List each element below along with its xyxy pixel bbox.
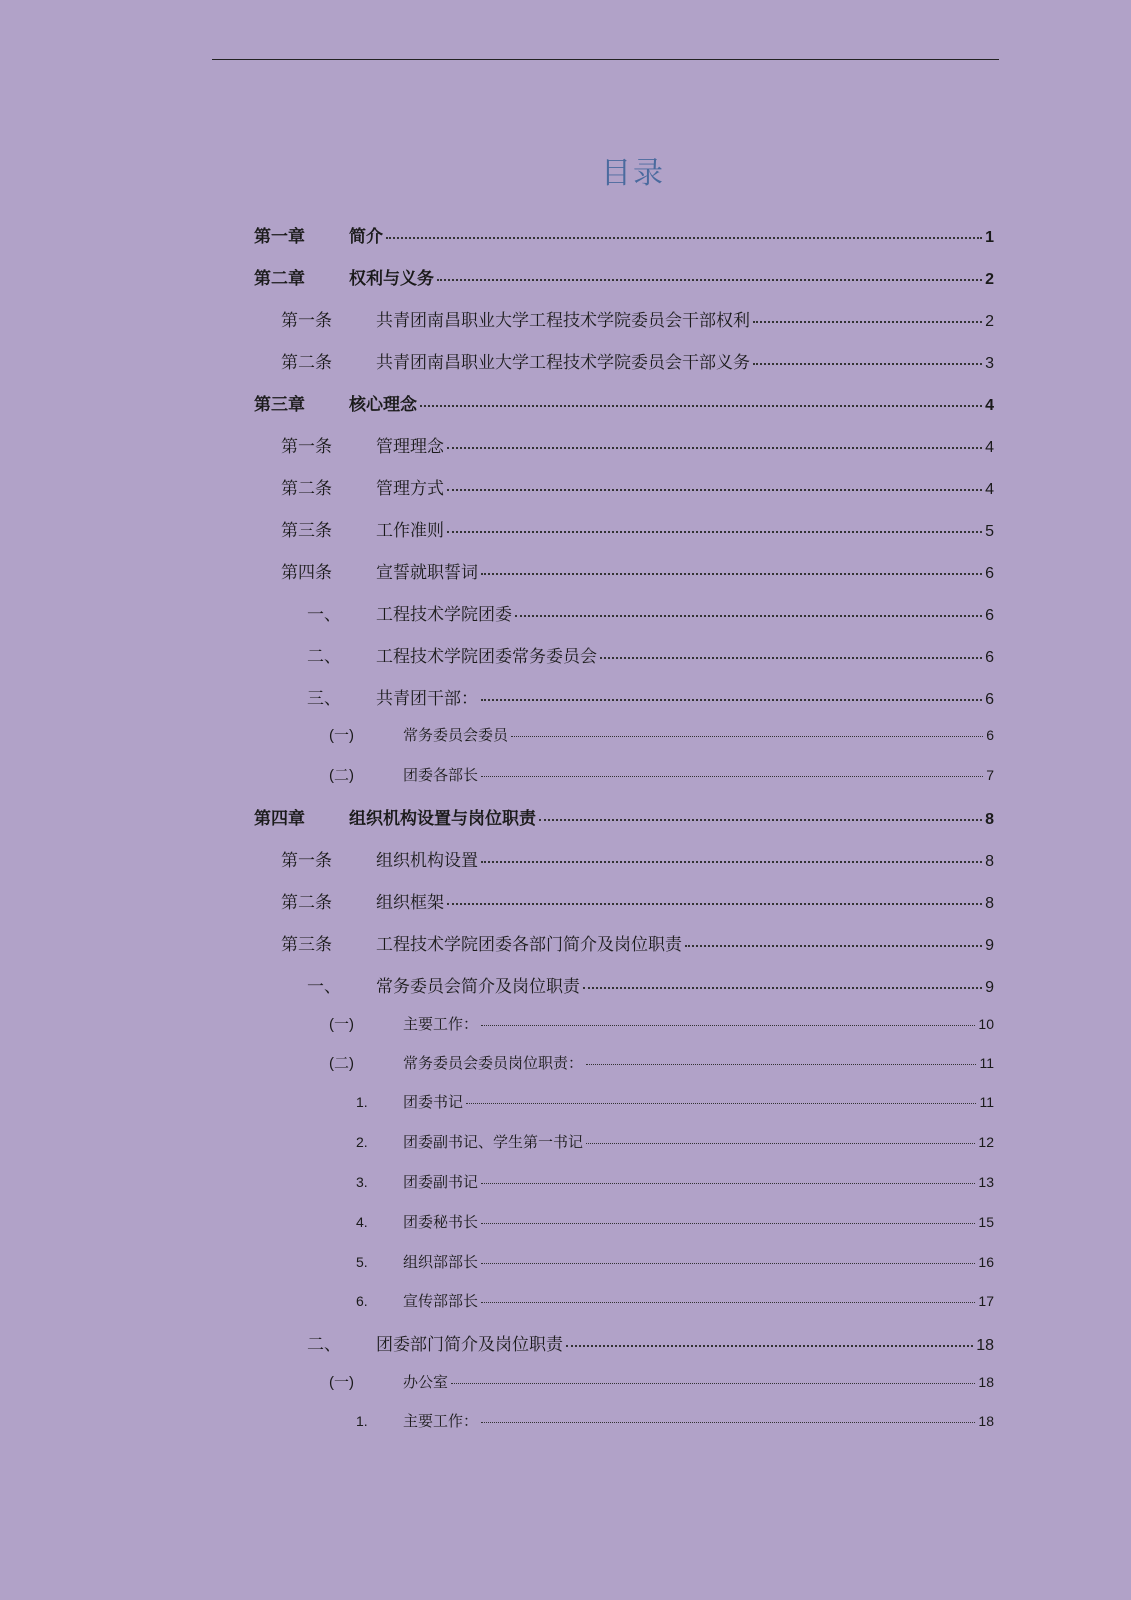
toc-entry-page: 18 bbox=[976, 1337, 994, 1354]
toc-entry[interactable] bbox=[307, 972, 994, 997]
toc-entry-page: 6 bbox=[985, 649, 994, 666]
toc-entry-text: 团委副书记、学生第一书记 bbox=[403, 1133, 584, 1151]
toc-entry-text: 工程技术学院团委 bbox=[376, 605, 512, 625]
toc-entry-number: 6. bbox=[356, 1293, 368, 1309]
toc-entry[interactable] bbox=[356, 1211, 994, 1232]
toc-entry-text: 组织部部长 bbox=[403, 1253, 479, 1271]
toc-entry-page: 2 bbox=[985, 313, 994, 330]
toc-entry[interactable] bbox=[356, 1410, 994, 1431]
toc-entry-text: 组织框架 bbox=[376, 893, 444, 913]
toc-entry-number: (一) bbox=[329, 1374, 354, 1391]
toc-entry-text: 核心理念 bbox=[349, 395, 417, 415]
toc-dot-leader bbox=[481, 1183, 975, 1184]
toc-dot-leader bbox=[481, 699, 982, 701]
toc-entry-page: 9 bbox=[985, 979, 994, 996]
toc-entry-page: 6 bbox=[985, 607, 994, 624]
toc-entry-number: (二) bbox=[329, 767, 354, 784]
toc-dot-leader bbox=[447, 447, 982, 449]
toc-entry-number: 第一条 bbox=[281, 437, 332, 457]
toc-entry-page: 15 bbox=[978, 1214, 994, 1230]
toc-entry-number: 一、 bbox=[307, 977, 341, 997]
toc-entry-page: 11 bbox=[979, 1094, 994, 1110]
toc-dot-leader bbox=[586, 1143, 975, 1144]
toc-entry[interactable] bbox=[329, 764, 994, 785]
toc-entry-page: 11 bbox=[979, 1055, 994, 1071]
toc-entry-number: 1. bbox=[356, 1413, 368, 1429]
toc-entry-number: 三、 bbox=[307, 689, 341, 709]
toc-entry-number: 第一条 bbox=[281, 311, 332, 331]
toc-dot-leader bbox=[447, 903, 982, 905]
toc-dot-leader bbox=[451, 1383, 975, 1384]
toc-entry-text: 管理理念 bbox=[376, 437, 444, 457]
toc-dot-leader bbox=[481, 1025, 975, 1026]
toc-entry[interactable] bbox=[307, 1330, 994, 1355]
toc-entry-text: 主要工作： bbox=[403, 1412, 479, 1430]
toc-entry-page: 6 bbox=[985, 565, 994, 582]
toc-entry-text: 团委书记 bbox=[403, 1093, 464, 1111]
toc-entry[interactable] bbox=[281, 930, 994, 955]
toc-entry-number: 第二章 bbox=[254, 269, 305, 289]
toc-entry-text: 团委副书记 bbox=[403, 1173, 479, 1191]
header-rule bbox=[212, 59, 999, 60]
toc-entry[interactable] bbox=[281, 432, 994, 457]
toc-entry-text: 团委各部长 bbox=[403, 766, 479, 784]
toc-entry-page: 10 bbox=[978, 1016, 994, 1032]
toc-entry-page: 17 bbox=[978, 1293, 994, 1309]
toc-entry-number: 二、 bbox=[307, 1335, 341, 1355]
toc-dot-leader bbox=[583, 987, 982, 989]
toc-entry-page: 9 bbox=[985, 937, 994, 954]
toc-entry[interactable] bbox=[281, 516, 994, 541]
toc-entry-page: 5 bbox=[985, 523, 994, 540]
toc-entry[interactable] bbox=[356, 1091, 994, 1112]
toc-entry-text: 团委部门简介及岗位职责 bbox=[376, 1335, 563, 1355]
toc-entry-page: 4 bbox=[985, 439, 994, 456]
toc-entry-number: 第三章 bbox=[254, 395, 305, 415]
toc-entry-text: 权利与义务 bbox=[349, 269, 434, 289]
toc-entry-page: 18 bbox=[978, 1374, 994, 1390]
toc-entry[interactable] bbox=[329, 1013, 994, 1034]
toc-entry-page: 8 bbox=[985, 853, 994, 870]
toc-entry-number: 4. bbox=[356, 1214, 368, 1230]
toc-entry-text: 团委秘书长 bbox=[403, 1213, 479, 1231]
toc-entry-text: 常务委员会委员 bbox=[403, 726, 509, 744]
toc-dot-leader bbox=[511, 736, 983, 737]
toc-entry[interactable] bbox=[356, 1290, 994, 1311]
toc-entry-number: 第四章 bbox=[254, 809, 305, 829]
toc-entry[interactable] bbox=[356, 1171, 994, 1192]
toc-dot-leader bbox=[437, 279, 982, 281]
toc-entry[interactable] bbox=[254, 390, 994, 415]
toc-entry[interactable] bbox=[329, 724, 994, 745]
toc-dot-leader bbox=[481, 1263, 975, 1264]
toc-entry[interactable] bbox=[254, 804, 994, 829]
toc-entry-text: 共青团干部： bbox=[376, 689, 478, 709]
toc-entry-number: 第二条 bbox=[281, 893, 332, 913]
toc-dot-leader bbox=[447, 531, 982, 533]
toc-entry-page: 4 bbox=[985, 481, 994, 498]
toc-entry-text: 工作准则 bbox=[376, 521, 444, 541]
toc-entry[interactable] bbox=[281, 348, 994, 373]
toc-dot-leader bbox=[447, 489, 982, 491]
toc-entry-text: 工程技术学院团委各部门简介及岗位职责 bbox=[376, 935, 682, 955]
toc-entry-number: (二) bbox=[329, 1055, 354, 1072]
toc-dot-leader bbox=[586, 1064, 976, 1065]
toc-entry-text: 常务委员会简介及岗位职责 bbox=[376, 977, 580, 997]
toc-entry-number: 第一条 bbox=[281, 851, 332, 871]
toc-entry-number: 一、 bbox=[307, 605, 341, 625]
toc-entry-text: 办公室 bbox=[403, 1373, 449, 1391]
toc-entry-page: 8 bbox=[985, 895, 994, 912]
toc-entry-page: 6 bbox=[986, 727, 994, 743]
toc-entry[interactable] bbox=[329, 1052, 994, 1073]
toc-entry-number: 第二条 bbox=[281, 353, 332, 373]
toc-entry-number: (一) bbox=[329, 1016, 354, 1033]
toc-entry-page: 16 bbox=[978, 1254, 994, 1270]
toc-dot-leader bbox=[753, 321, 982, 323]
toc-entry[interactable] bbox=[254, 264, 994, 289]
toc-entry[interactable] bbox=[307, 600, 994, 625]
toc-entry-page: 18 bbox=[978, 1413, 994, 1429]
toc-dot-leader bbox=[466, 1103, 976, 1104]
toc-entry-page: 12 bbox=[978, 1134, 994, 1150]
toc-dot-leader bbox=[515, 615, 982, 617]
toc-entry-number: 第一章 bbox=[254, 227, 305, 247]
toc-entry-text: 主要工作： bbox=[403, 1015, 479, 1033]
toc-entry[interactable] bbox=[329, 1371, 994, 1392]
toc-entry[interactable] bbox=[281, 558, 994, 583]
toc-dot-leader bbox=[481, 573, 982, 575]
toc-entry-page: 1 bbox=[985, 229, 994, 246]
toc-entry-number: 第三条 bbox=[281, 935, 332, 955]
toc-dot-leader bbox=[539, 819, 982, 821]
toc-entry-number: 第四条 bbox=[281, 563, 332, 583]
toc-entry[interactable] bbox=[356, 1131, 994, 1152]
toc-entry-number: 第三条 bbox=[281, 521, 332, 541]
toc-entry-text: 宣传部部长 bbox=[403, 1292, 479, 1310]
toc-title: 目录 bbox=[601, 156, 665, 191]
toc-entry[interactable] bbox=[281, 474, 994, 499]
toc-entry[interactable] bbox=[356, 1251, 994, 1272]
toc-entry-text: 管理方式 bbox=[376, 479, 444, 499]
toc-dot-leader bbox=[481, 861, 982, 863]
toc-entry[interactable] bbox=[254, 222, 994, 247]
toc-entry-number: 2. bbox=[356, 1134, 368, 1150]
toc-entry-page: 8 bbox=[985, 811, 994, 828]
toc-entry-page: 7 bbox=[986, 767, 994, 783]
toc-entry-number: 二、 bbox=[307, 647, 341, 667]
toc-dot-leader bbox=[685, 945, 982, 947]
toc-entry-page: 3 bbox=[985, 355, 994, 372]
toc-entry[interactable] bbox=[281, 888, 994, 913]
toc-entry-page: 2 bbox=[985, 271, 994, 288]
toc-entry-number: 1. bbox=[356, 1094, 368, 1110]
toc-entry-page: 6 bbox=[985, 691, 994, 708]
toc-entry-page: 13 bbox=[978, 1174, 994, 1190]
toc-dot-leader bbox=[386, 237, 982, 239]
toc-entry[interactable] bbox=[307, 642, 994, 667]
toc-entry-page: 4 bbox=[985, 397, 994, 414]
toc-entry-text: 常务委员会委员岗位职责： bbox=[403, 1054, 584, 1072]
toc-entry-number: 第二条 bbox=[281, 479, 332, 499]
toc-entry-text: 共青团南昌职业大学工程技术学院委员会干部义务 bbox=[376, 353, 750, 373]
toc-entry-text: 宣誓就职誓词 bbox=[376, 563, 478, 583]
toc-entry[interactable] bbox=[307, 684, 994, 709]
toc-dot-leader bbox=[566, 1345, 973, 1347]
toc-entry[interactable] bbox=[281, 846, 994, 871]
toc-entry-text: 共青团南昌职业大学工程技术学院委员会干部权利 bbox=[376, 311, 750, 331]
toc-dot-leader bbox=[481, 1302, 975, 1303]
toc-entry-number: 3. bbox=[356, 1174, 368, 1190]
toc-dot-leader bbox=[600, 657, 982, 659]
toc-entry[interactable] bbox=[281, 306, 994, 331]
toc-dot-leader bbox=[420, 405, 982, 407]
toc-dot-leader bbox=[481, 776, 983, 777]
toc-entry-text: 简介 bbox=[349, 227, 383, 247]
toc-entry-text: 工程技术学院团委常务委员会 bbox=[376, 647, 597, 667]
toc-entry-text: 组织机构设置与岗位职责 bbox=[349, 809, 536, 829]
toc-entry-text: 组织机构设置 bbox=[376, 851, 478, 871]
toc-dot-leader bbox=[481, 1422, 975, 1423]
toc-dot-leader bbox=[481, 1223, 975, 1224]
toc-entry-number: 5. bbox=[356, 1254, 368, 1270]
toc-entry-number: (一) bbox=[329, 727, 354, 744]
toc-dot-leader bbox=[753, 363, 982, 365]
